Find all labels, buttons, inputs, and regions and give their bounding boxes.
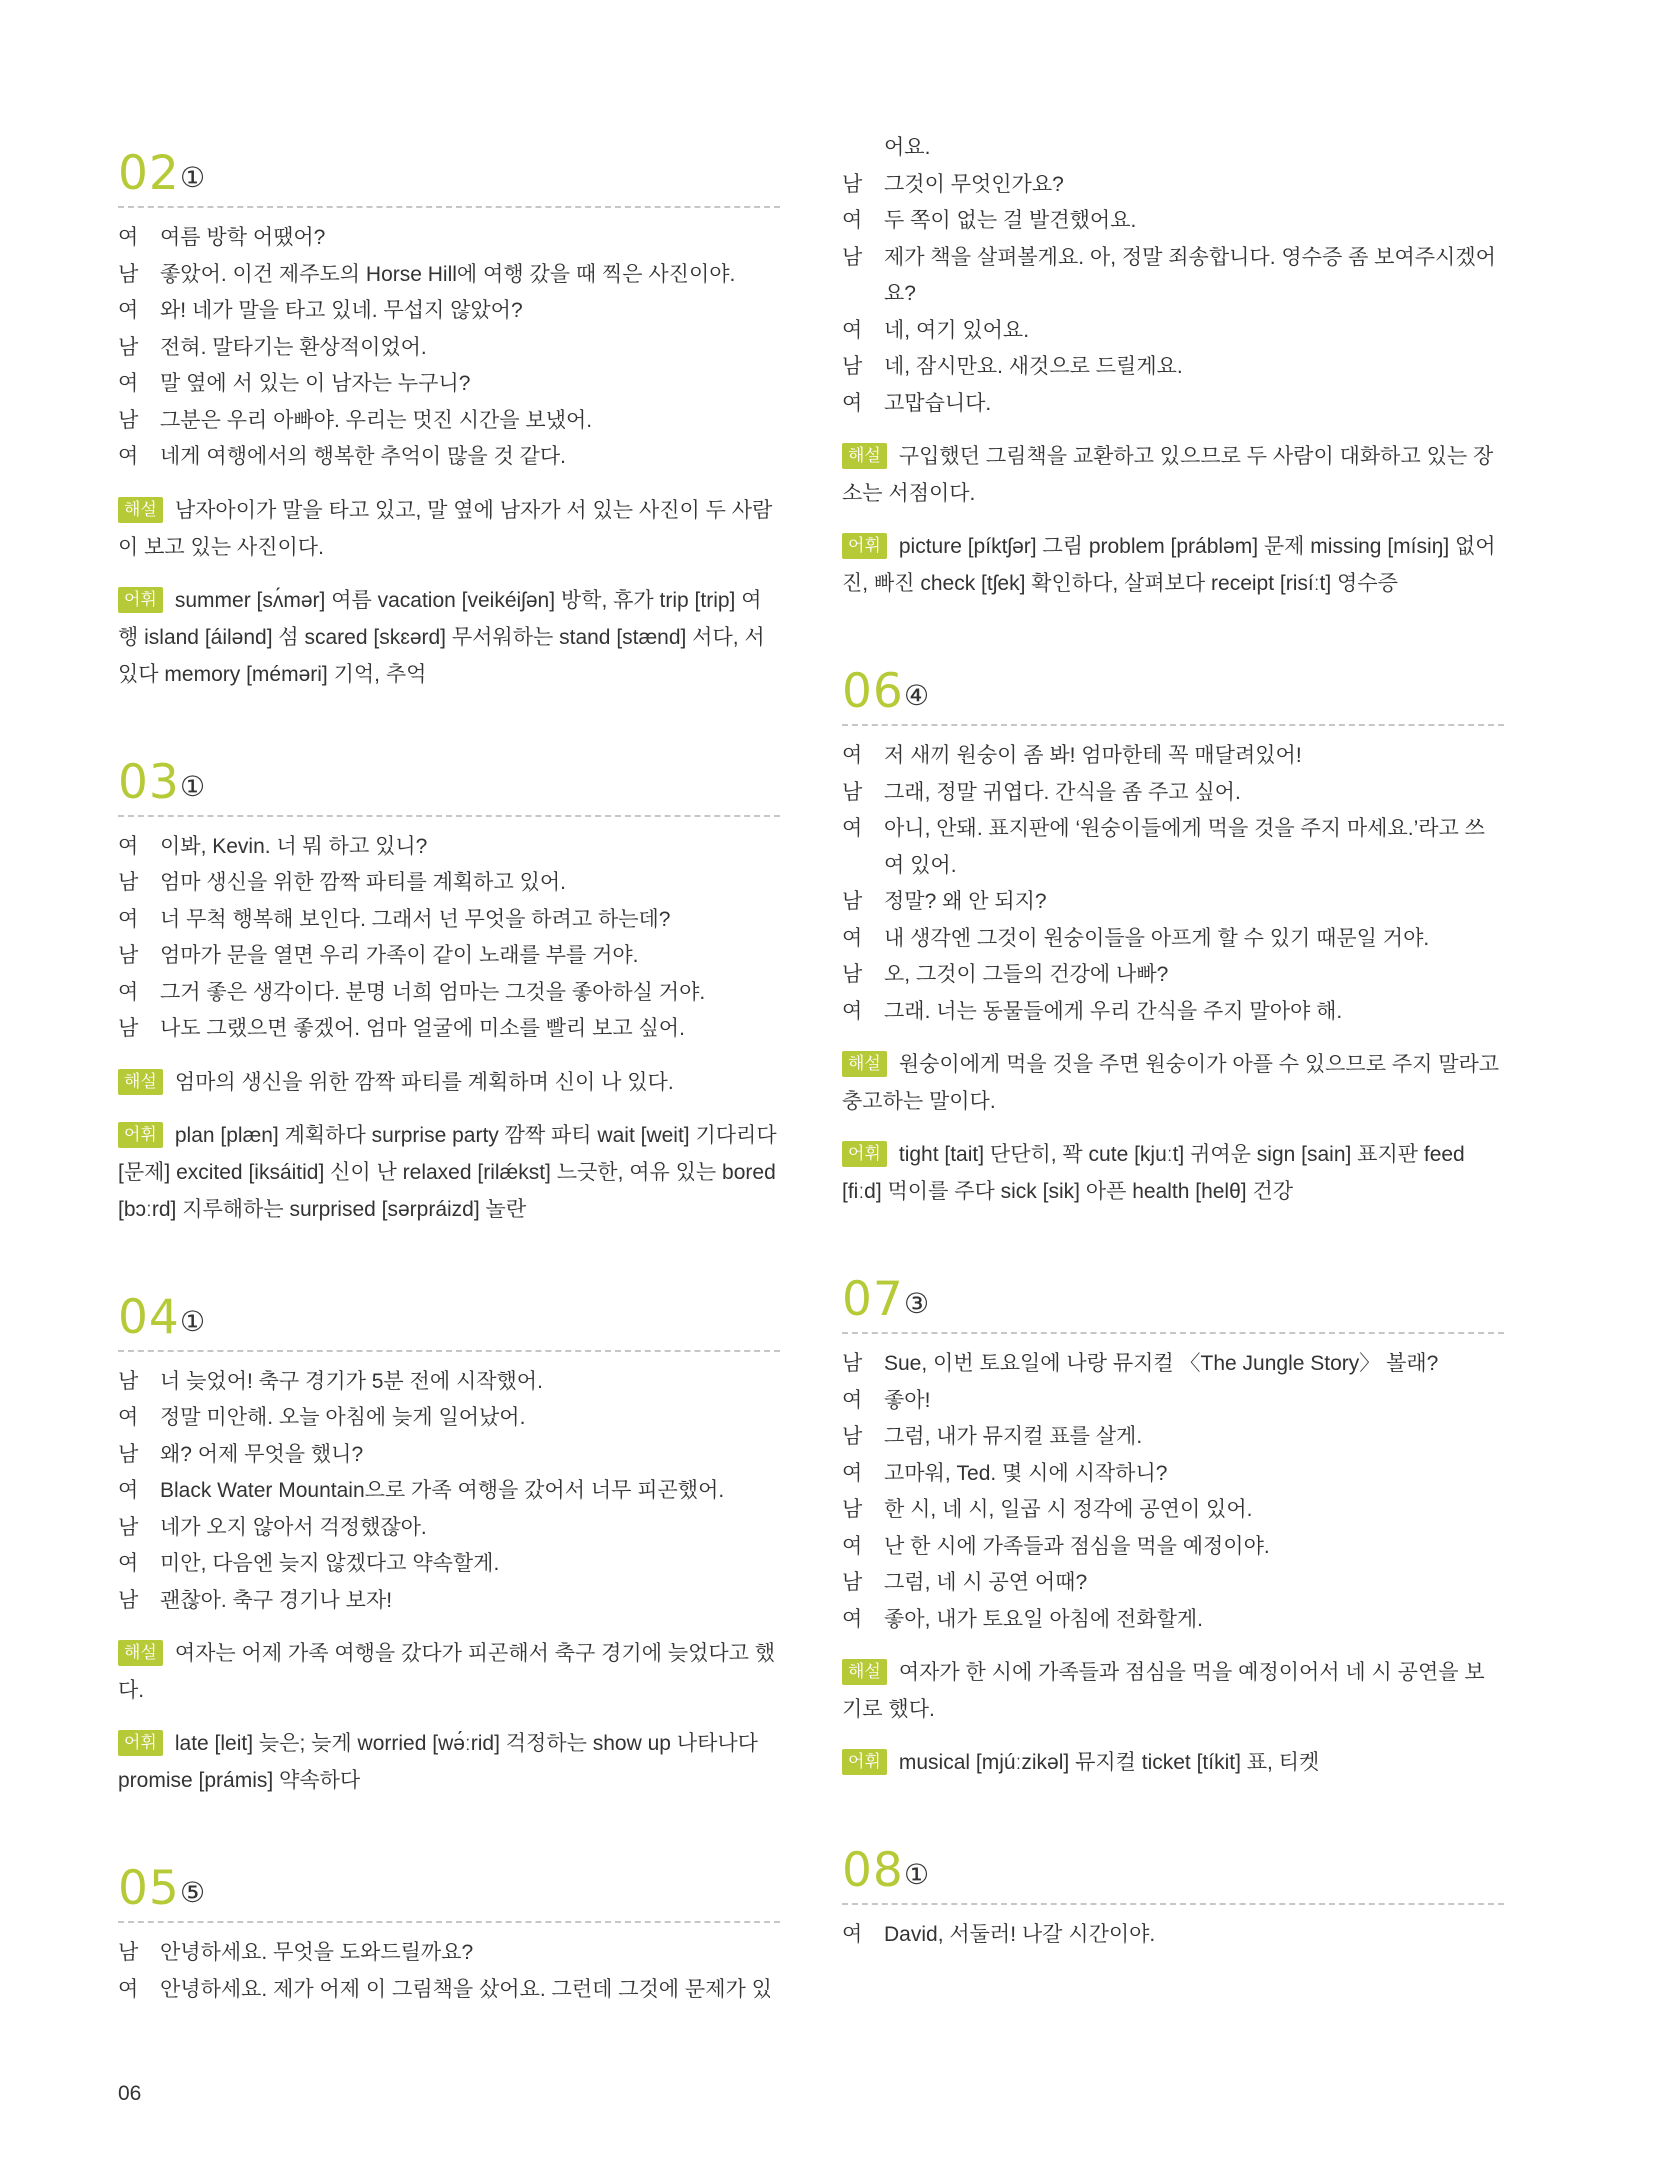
question-section (842, 1268, 1504, 1781)
speaker-label: 여 (842, 744, 863, 767)
dialogue-line (118, 1473, 780, 1510)
speaker-label: 여 (842, 209, 863, 232)
question-section (118, 1857, 780, 2008)
dialogue-line (118, 366, 780, 403)
question-number: 07 (842, 1272, 904, 1327)
speaker-label: 남 (118, 1515, 139, 1539)
question-header (118, 142, 780, 208)
dialogue-text: 고마워, Ted. 몇 시에 시작하니? (884, 1461, 1168, 1485)
dialogue-text: 와! 네가 말을 타고 있네. 무섭지 않았어? (160, 299, 523, 322)
dialogue-text: 오, 그것이 그들의 건강에 나빠? (884, 963, 1169, 986)
explanation-tag: 해설 (842, 1051, 887, 1077)
section-spacer (842, 602, 1504, 660)
dialogue-text: 좋았어. 이건 제주도의 Horse Hill에 여행 갔을 때 찍은 사진이야. (160, 262, 736, 286)
right-column (842, 0, 1504, 1954)
dialogue-text: 네, 잠시만요. 새것으로 드릴게요. (884, 355, 1183, 378)
dialogue (842, 1346, 1504, 1638)
dialogue-line (118, 330, 780, 367)
dialogue-line (118, 975, 780, 1012)
speaker-label: 남 (118, 408, 139, 432)
dialogue (118, 1364, 780, 1620)
vocabulary-tag: 어휘 (842, 1749, 887, 1775)
dialogue-text: 고맙습니다. (884, 391, 992, 415)
dialogue-line (842, 921, 1504, 958)
dialogue-line (118, 257, 780, 294)
explanation-text: 원숭이에게 먹을 것을 주면 원숭이가 아플 수 있으므로 주지 말라고 충고하는 말이다. (842, 1053, 1500, 1113)
dialogue-line (118, 1437, 780, 1474)
dialogue-line (118, 1546, 780, 1583)
dialogue-line (842, 1383, 1504, 1420)
vocabulary (118, 582, 780, 693)
dialogue-line (118, 1935, 780, 1972)
question-section (118, 142, 780, 693)
vocabulary-text: late [leit] 늦은; 늦게 worried [wə́ːrid] 걱정하는 show up 나타나다 promise [prámis] 약속하다 (118, 1732, 758, 1792)
speaker-label: 여 (842, 1534, 863, 1558)
dialogue-text: 난 한 시에 가족들과 점심을 먹을 예정이야. (884, 1534, 1270, 1558)
question-header (842, 1839, 1504, 1905)
dialogue-text: 좋아, 내가 토요일 아침에 전화할게. (884, 1607, 1204, 1631)
dialogue-text: 요? (884, 282, 916, 305)
dialogue-line (118, 1400, 780, 1437)
dialogue-text: 미안, 다음엔 늦지 않겠다고 약속할게. (160, 1552, 500, 1575)
dialogue-text: 네가 오지 않아서 걱정했잖아. (160, 1515, 427, 1539)
dialogue-text: 왜? 어제 무엇을 했니? (160, 1442, 364, 1466)
dialogue-text: 나도 그랬으면 좋겠어. 엄마 얼굴에 미소를 빨리 보고 싶어. (160, 1017, 685, 1040)
dialogue-line (118, 1011, 780, 1048)
dialogue-text: 너 무척 행복해 보인다. 그래서 넌 무엇을 하려고 하는데? (160, 907, 671, 931)
dialogue-text: 그거 좋은 생각이다. 분명 너희 엄마는 그것을 좋아하실 거야. (160, 980, 706, 1004)
speaker-label: 남 (118, 262, 139, 286)
dialogue-line (842, 811, 1504, 848)
speaker-label: 남 (842, 245, 863, 269)
vocabulary-tag: 어휘 (842, 1141, 887, 1167)
dialogue-text: 이봐, Kevin. 너 뭐 하고 있니? (160, 834, 428, 858)
speaker-label: 여 (842, 926, 863, 950)
dialogue-text: 아니, 안돼. 표지판에 ‘원숭이들에게 먹을 것을 주지 마세요.’라고 쓰 (884, 817, 1485, 840)
dialogue-text: Black Water Mountain으로 가족 여행을 갔어서 너무 피곤했어. (160, 1479, 725, 1502)
vocabulary-tag: 어휘 (842, 533, 887, 559)
question-number: 06 (842, 664, 904, 719)
dialogue-text: 그래. 너는 동물들에게 우리 간식을 주지 말아야 해. (884, 999, 1343, 1023)
dialogue-text: 너 늦었어! 축구 경기가 5분 전에 시작했어. (160, 1369, 543, 1393)
question-header (842, 1268, 1504, 1334)
dialogue-text: 안녕하세요. 무엇을 도와드릴까요? (160, 1941, 474, 1964)
dialogue-text: David, 서둘러! 나갈 시간이야. (884, 1923, 1156, 1946)
question-number: 02 (118, 146, 180, 201)
speaker-label: 여 (842, 318, 863, 342)
speaker-label: 남 (842, 1498, 863, 1521)
explanation (118, 1635, 780, 1709)
dialogue-line (842, 313, 1504, 350)
vocabulary-text: summer [sʌ́mər] 여름 vacation [veikéiʃən] 방학, 휴가 trip [trip] 여행 island [áilənd] 섬 scared [skɛərd] 무서워하는 stand [stænd] 서다, 서 있다 memory [méməri] 기억, 추억 (118, 588, 765, 686)
vocabulary (842, 1744, 1504, 1781)
explanation (118, 1064, 780, 1101)
dialogue-text: 말 옆에 서 있는 이 남자는 누구니? (160, 372, 471, 395)
dialogue-line (842, 775, 1504, 812)
dialogue-line (118, 902, 780, 939)
section-spacer (118, 1799, 780, 1857)
speaker-label: 여 (118, 299, 139, 322)
speaker-label: 여 (118, 1552, 139, 1575)
dialogue-line (842, 957, 1504, 994)
dialogue-text: 그래, 정말 귀엽다. 간식을 좀 주고 싶어. (884, 780, 1241, 804)
dialogue-line (842, 1917, 1504, 1954)
vocabulary-tag: 어휘 (118, 1122, 163, 1148)
speaker-label: 남 (118, 1369, 139, 1393)
speaker-label: 남 (842, 890, 863, 913)
dialogue-text: 여름 방학 어땠어? (160, 226, 326, 249)
vocabulary-text: plan [plæn] 계획하다 surprise party 깜짝 파티 wait [weit] 기다리다 [문제] excited [iksáitid] 신이 난 relaxed [rilǽkst] 느긋한, 여유 있는 bored [bɔːrd] 지루해하는 surprised [sərpráizd] 놀란 (118, 1123, 777, 1221)
speaker-label: 남 (118, 335, 139, 359)
explanation-tag: 해설 (842, 1659, 887, 1685)
speaker-label: 여 (118, 1479, 139, 1502)
dialogue-line (842, 1529, 1504, 1566)
speaker-label: 여 (842, 817, 863, 840)
speaker-label: 여 (842, 391, 863, 415)
dialogue-text: 저 새끼 원숭이 좀 봐! 엄마한테 꼭 매달려있어! (884, 744, 1302, 767)
section-spacer (118, 693, 780, 751)
dialogue-text: 그럼, 내가 뮤지컬 표를 살게. (884, 1425, 1143, 1448)
speaker-label: 여 (118, 445, 139, 468)
dialogue-line (842, 1346, 1504, 1383)
dialogue-line (842, 1492, 1504, 1529)
dialogue-line (842, 1602, 1504, 1639)
vocabulary-text: tight [tait] 단단히, 꽉 cute [kjuːt] 귀여운 sign [sain] 표지판 feed [fiːd] 먹이를 주다 sick [sik] 아픈 health [helθ] 건강 (842, 1143, 1465, 1203)
question-number: 04 (118, 1289, 180, 1345)
speaker-label: 여 (842, 1388, 863, 1412)
vocabulary-tag: 어휘 (118, 1730, 163, 1756)
explanation (118, 492, 780, 566)
question-number: 03 (118, 754, 180, 810)
dialogue-line (118, 403, 780, 440)
question-number: 05 (118, 1861, 180, 1916)
answer-choice: ④ (904, 680, 930, 711)
speaker-label: 여 (118, 834, 139, 858)
explanation-text: 여자는 어제 가족 여행을 갔다가 피곤해서 축구 경기에 늦었다고 했다. (118, 1642, 776, 1702)
dialogue-text: 그분은 우리 아빠야. 우리는 멋진 시간을 보냈어. (160, 408, 593, 432)
question-header (118, 751, 780, 817)
dialogue (842, 130, 1504, 422)
speaker-label: 여 (842, 999, 863, 1023)
dialogue-line (842, 738, 1504, 775)
dialogue-text: 좋아! (884, 1388, 931, 1412)
speaker-label: 여 (118, 1406, 139, 1429)
question-section (118, 1286, 780, 1800)
explanation (842, 1046, 1504, 1120)
question-section (842, 1839, 1504, 1954)
vocabulary-text: musical [mjúːzikəl] 뮤지컬 ticket [tíkit] 표, 티켓 (898, 1751, 1320, 1774)
vocabulary (118, 1117, 780, 1228)
explanation-text: 남자아이가 말을 타고 있고, 말 옆에 남자가 서 있는 사진이 두 사람이 보고 있는 사진이다. (118, 498, 773, 559)
explanation-tag: 해설 (118, 1069, 163, 1095)
speaker-label: 남 (118, 1017, 139, 1040)
speaker-label: 남 (842, 780, 863, 804)
dialogue (118, 829, 780, 1048)
dialogue-line (118, 220, 780, 257)
speaker-label: 남 (842, 963, 863, 986)
dialogue-line (118, 1364, 780, 1401)
dialogue-text: 어요. (884, 136, 931, 159)
question-header (118, 1286, 780, 1352)
dialogue-line (118, 439, 780, 476)
answer-choice: ⑤ (180, 1877, 206, 1908)
dialogue-text: 정말 미안해. 오늘 아침에 늦게 일어났어. (160, 1406, 526, 1429)
speaker-label: 남 (118, 1941, 139, 1964)
explanation-tag: 해설 (118, 1640, 163, 1666)
question-number: 08 (842, 1843, 904, 1898)
dialogue-text: 제가 책을 살펴볼게요. 아, 정말 죄송합니다. 영수증 좀 보여주시겠어 (884, 245, 1496, 269)
speaker-label: 남 (118, 1442, 139, 1466)
dialogue-line (842, 240, 1504, 277)
dialogue-text: 안녕하세요. 제가 어제 이 그림책을 샀어요. 그런데 그것에 문제가 있 (160, 1977, 772, 2001)
speaker-label: 남 (842, 172, 863, 196)
dialogue-line (118, 829, 780, 866)
dialogue (842, 1917, 1504, 1954)
dialogue-text: Sue, 이번 토요일에 나랑 뮤지컬 〈The Jungle Story〉 볼래? (884, 1352, 1439, 1375)
explanation-tag: 해설 (842, 443, 887, 469)
answer-choice: ① (180, 162, 206, 193)
speaker-label: 여 (842, 1923, 863, 1946)
dialogue-line (842, 1419, 1504, 1456)
dialogue-text: 엄마 생신을 위한 깜짝 파티를 계획하고 있어. (160, 871, 566, 894)
section-spacer (842, 1781, 1504, 1839)
dialogue-text: 두 쪽이 없는 걸 발견했어요. (884, 209, 1137, 232)
dialogue-line (842, 1456, 1504, 1493)
dialogue-line (118, 1583, 780, 1620)
vocabulary-text: picture [píktʃər] 그림 problem [prábləm] 문제 missing [mísiŋ] 없어진, 빠진 check [tʃek] 확인하다, 살펴보다 receipt [risíːt] 영수증 (842, 535, 1496, 595)
dialogue-line (842, 994, 1504, 1031)
explanation (842, 1654, 1504, 1728)
question-header (118, 1857, 780, 1923)
speaker-label: 여 (842, 1461, 863, 1485)
speaker-label: 남 (118, 871, 139, 894)
dialogue-line (842, 130, 1504, 167)
answer-choice: ① (180, 1305, 206, 1337)
speaker-label: 여 (118, 980, 139, 1004)
dialogue-line (118, 938, 780, 975)
dialogue-text: 그럼, 네 시 공연 어때? (884, 1571, 1088, 1594)
dialogue-text: 그것이 무엇인가요? (884, 172, 1064, 196)
dialogue-line (842, 167, 1504, 204)
answer-choice: ① (180, 770, 206, 802)
speaker-label: 여 (118, 907, 139, 931)
answer-choice: ① (904, 1859, 930, 1890)
page-number: 06 (118, 2082, 142, 2105)
dialogue-text: 엄마가 문을 열면 우리 가족이 같이 노래를 부를 거야. (160, 944, 639, 967)
section-spacer (842, 1210, 1504, 1268)
dialogue (118, 220, 780, 476)
vocabulary (118, 1725, 780, 1799)
speaker-label: 여 (842, 1607, 863, 1631)
speaker-label: 남 (842, 355, 863, 378)
dialogue-line (842, 848, 1504, 885)
question-header (842, 660, 1504, 726)
vocabulary-tag: 어휘 (118, 587, 163, 613)
explanation (842, 438, 1504, 512)
dialogue-line (118, 1510, 780, 1547)
dialogue-line (842, 203, 1504, 240)
dialogue-text: 한 시, 네 시, 일곱 시 정각에 공연이 있어. (884, 1498, 1253, 1521)
speaker-label: 남 (118, 944, 139, 967)
dialogue-line (842, 386, 1504, 423)
dialogue-line (842, 1565, 1504, 1602)
speaker-label: 여 (118, 1977, 139, 2001)
explanation-tag: 해설 (118, 497, 163, 523)
dialogue-text: 괜찮아. 축구 경기나 보자! (160, 1588, 393, 1612)
speaker-label: 남 (118, 1588, 139, 1612)
dialogue-line (118, 865, 780, 902)
speaker-label: 여 (118, 226, 139, 249)
dialogue-line (842, 884, 1504, 921)
dialogue-line (842, 349, 1504, 386)
explanation-text: 엄마의 생신을 위한 깜짝 파티를 계획하며 신이 나 있다. (174, 1070, 674, 1094)
section-spacer (118, 1228, 780, 1286)
speaker-label: 남 (842, 1352, 863, 1375)
question-section (118, 751, 780, 1228)
answer-choice: ③ (904, 1288, 930, 1319)
dialogue-text: 네게 여행에서의 행복한 추억이 많을 것 같다. (160, 445, 566, 468)
vocabulary (842, 528, 1504, 602)
dialogue (842, 738, 1504, 1030)
dialogue-text: 정말? 왜 안 되지? (884, 890, 1047, 913)
speaker-label: 남 (842, 1425, 863, 1448)
explanation-text: 구입했던 그림책을 교환하고 있으므로 두 사람이 대화하고 있는 장소는 서점이다. (842, 445, 1494, 505)
speaker-label: 여 (118, 372, 139, 395)
dialogue-text: 전혀. 말타기는 환상적이었어. (160, 335, 427, 359)
speaker-label: 남 (842, 1571, 863, 1594)
dialogue-text: 내 생각엔 그것이 원숭이들을 아프게 할 수 있기 때문일 거야. (884, 926, 1430, 950)
question-section (842, 660, 1504, 1210)
dialogue-line (118, 1972, 780, 2009)
explanation-text: 여자가 한 시에 가족들과 점심을 먹을 예정이어서 네 시 공연을 보기로 했다. (842, 1661, 1485, 1721)
question-section (842, 130, 1504, 602)
dialogue-text: 네, 여기 있어요. (884, 318, 1030, 342)
vocabulary (842, 1136, 1504, 1210)
dialogue (118, 1935, 780, 2008)
left-column (118, 0, 780, 2008)
dialogue-line (842, 276, 1504, 313)
dialogue-line (118, 293, 780, 330)
dialogue-text: 여 있어. (884, 853, 957, 877)
